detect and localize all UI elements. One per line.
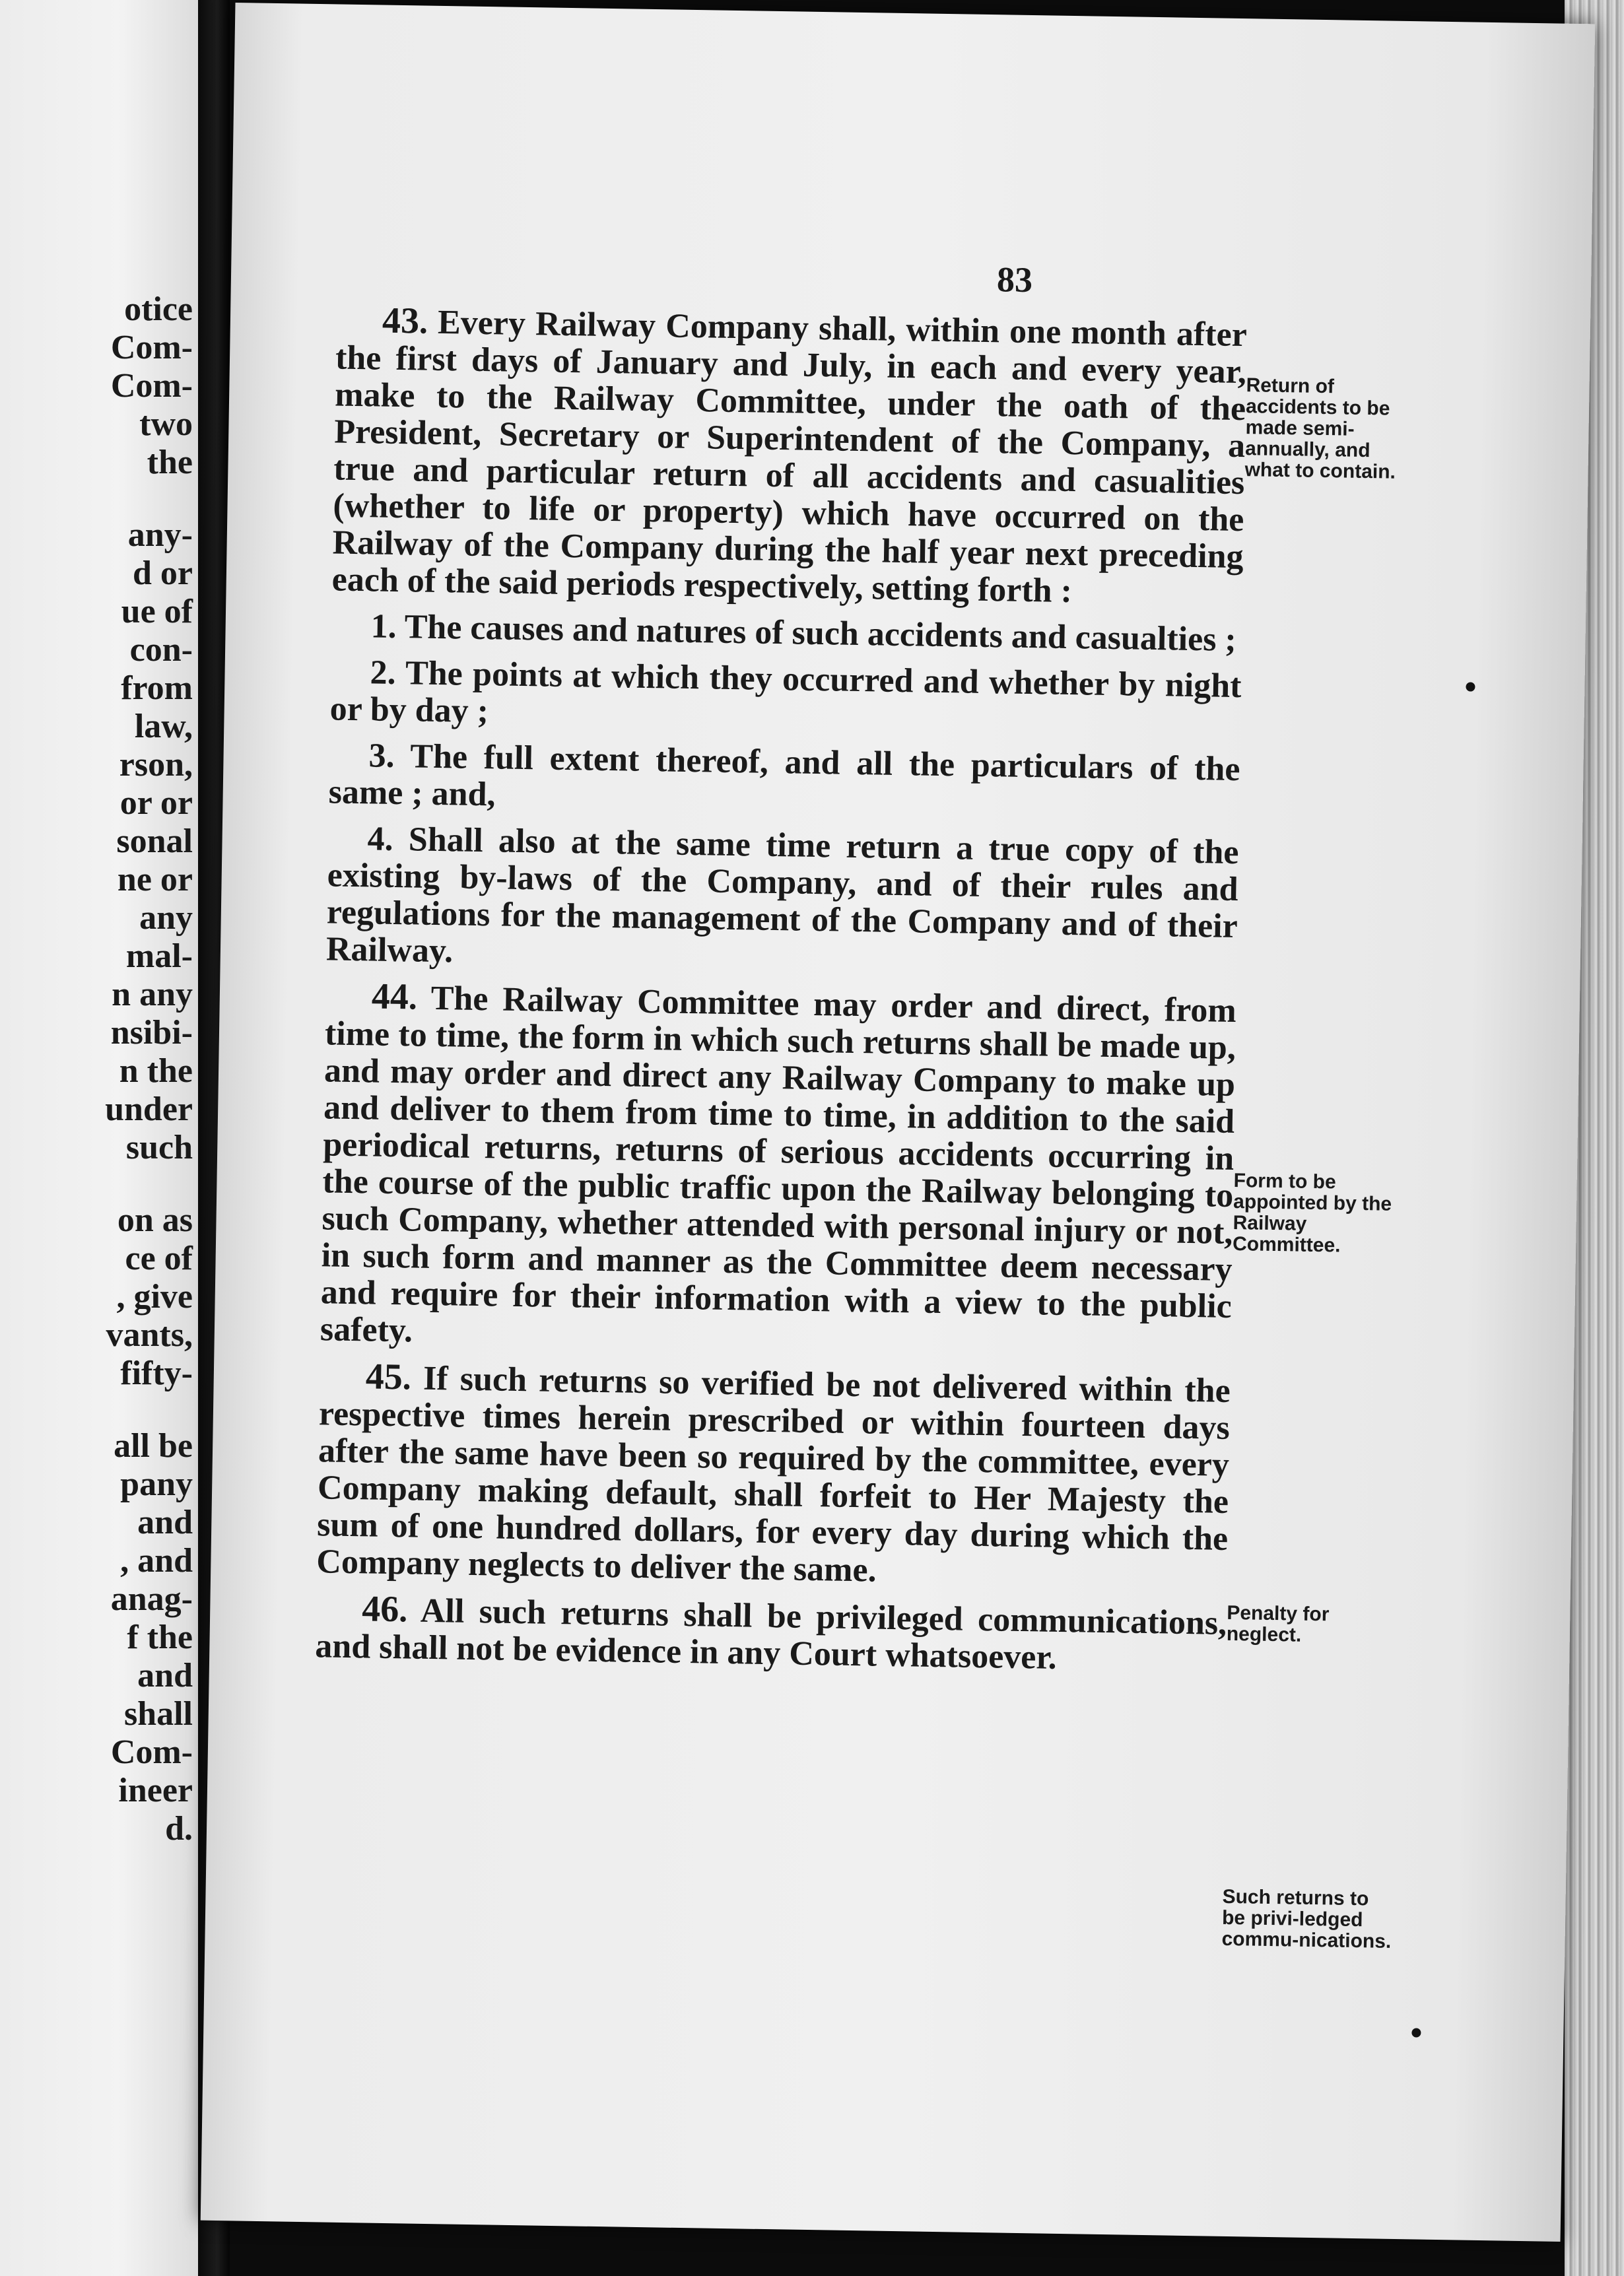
left-page-fragment: f the (127, 1619, 193, 1656)
left-facing-page (0, 0, 198, 2276)
left-page-fragment: ue of (121, 593, 193, 630)
left-page-fragment: Com- (110, 367, 193, 405)
section-43-item-2: 2. The points at which they occurred and whether by night or by day ; (329, 653, 1242, 731)
left-page-fragment: otice (124, 290, 193, 328)
margin-note-section-45: Penalty for neglect. (1226, 1601, 1330, 1646)
left-page-fragment: and (137, 1657, 193, 1694)
margin-note-section-46: Such returns to be privi-ledged commu-nications. (1221, 1885, 1392, 1953)
left-page-fragment: Com- (110, 1733, 193, 1771)
left-page-fragment: , and (120, 1542, 193, 1580)
left-page-fragment: under (105, 1090, 193, 1128)
ink-speck (1466, 682, 1475, 691)
page-number: 83 (996, 259, 1033, 300)
section-43-item-1: 1. The causes and natures of such accidents and casualties ; (370, 607, 1237, 659)
left-page-fragment: shall (123, 1695, 193, 1733)
left-page-fragment: fifty- (120, 1355, 193, 1392)
left-page-fragment: and (137, 1504, 193, 1541)
section-number: 46 (361, 1588, 399, 1630)
left-page-fragment: anag- (110, 1580, 193, 1618)
section-43-item-3: 3. The full extent thereof, and all the particulars of the same ; and, (328, 737, 1240, 814)
section-text: . All such returns shall be privileged communications, and shall not be evidence in any Court whatsoever. (314, 1591, 1227, 1677)
section-number: 45 (365, 1356, 403, 1398)
left-page-fragment: Com- (110, 329, 193, 366)
left-page-fragment: nsibi- (110, 1014, 193, 1052)
section-text: . Every Railway Company shall, within one month after the first days of January and July, in each and every year, make to the Railway Committee, under the oath of the President, Secretary or Superintendent of the Company, a true and particular return of all accidents and casualities (whether to life or property) which have occurred on the Railway of the Company during the half year next preceding each of the said periods respectively, setting forth : (331, 303, 1248, 611)
left-page-fragment: or or (119, 784, 193, 822)
section-number: 44 (371, 976, 409, 1018)
left-page-fragment: d or (133, 554, 193, 592)
left-page-fragment: any- (127, 516, 193, 554)
left-page-fragment: on as (117, 1201, 193, 1239)
left-page-fragment: rson, (119, 746, 193, 784)
section-45 (316, 1357, 1231, 1595)
main-page (201, 3, 1596, 2242)
left-page-fragment: law, (134, 708, 193, 745)
left-page-fragment: any (139, 899, 193, 937)
section-43 (331, 301, 1247, 613)
section-44 (320, 977, 1237, 1362)
margin-note-section-44: Form to be appointed by the Railway Committee. (1232, 1170, 1392, 1257)
body-text (315, 301, 1248, 1688)
left-page-fragment: n the (119, 1052, 193, 1090)
left-page-fragment: ne or (117, 861, 193, 898)
left-page-fragment: d. (165, 1810, 193, 1848)
section-text: . If such returns so verified be not delivered within the respective times herein prescribed or within fourteen days after the same have been so required by the committee, every Company making default, shall forfeit to Her Majesty the sum of one hundred dollars, for every day during which the Company neglects to deliver the same. (316, 1359, 1231, 1590)
left-page-fragment: such (125, 1129, 193, 1166)
left-page-fragment: two (139, 405, 193, 443)
left-page-fragment: from (121, 669, 193, 707)
left-page-fragment: , give (116, 1278, 193, 1316)
left-page-fragment: con- (129, 631, 193, 669)
left-page-fragment: sonal (116, 822, 193, 860)
left-page-fragment: mal- (125, 937, 193, 975)
left-page-fragment: ce of (125, 1240, 193, 1277)
margin-note-section-43: Return of accidents to be made semi-annually, and what to contain. (1244, 374, 1396, 483)
section-46 (315, 1590, 1227, 1679)
left-page-fragment: the (147, 444, 193, 481)
left-page-fragment: pany (120, 1465, 193, 1503)
ink-speck (1411, 2028, 1421, 2037)
section-text: . The Railway Committee may order and direct, from time to time, the form in which such returns shall be made up, and may order and direct any Railway Company to make up and deliver to them from time to time, in addition to the said periodical returns, returns of serious accidents occurring in the course of the public traffic upon the Railway belonging to such Company, whether attended with personal injury or not, in such form and manner as the Committee deem necessary and require for their information with a view to the public safety. (320, 979, 1237, 1350)
section-number: 43 (382, 300, 420, 342)
left-page-fragment: vants, (106, 1316, 193, 1354)
left-page-fragment: ineer (118, 1772, 193, 1809)
section-43-item-4: 4. Shall also at the same time return a true copy of the existing by-laws of the Company, and of their rules and regulations for the management of the Company and of their Railway. (325, 820, 1239, 970)
left-page-fragment: n any (112, 976, 193, 1013)
left-page-fragment: all be (114, 1427, 193, 1465)
